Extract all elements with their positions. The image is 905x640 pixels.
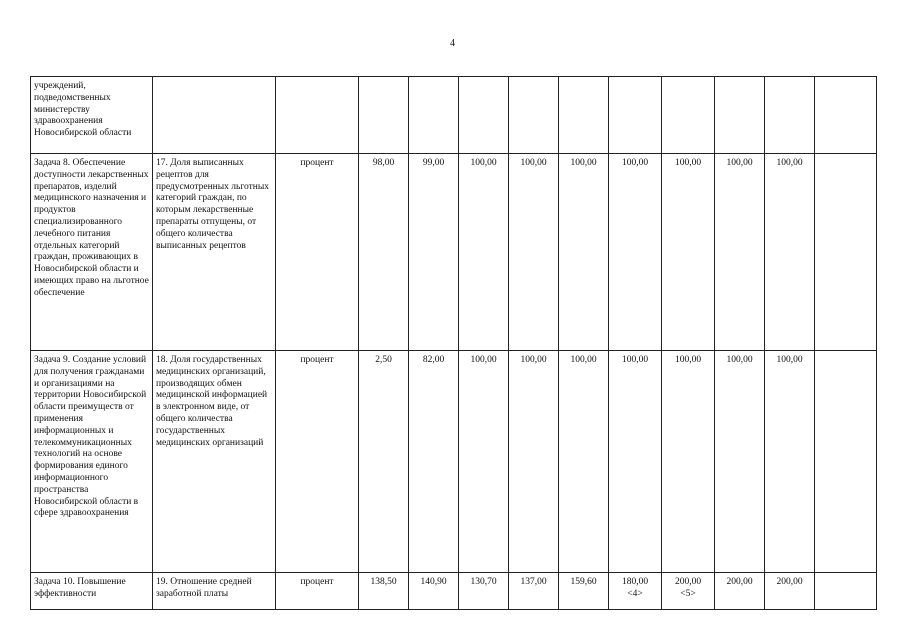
value-cell <box>662 77 715 154</box>
value-cell: 100,00 <box>509 351 559 573</box>
value-cell: 138,50 <box>359 573 409 610</box>
value-cell: 100,00 <box>459 154 509 351</box>
table-row <box>31 351 877 573</box>
indicator-cell: 17. Доля выписанных рецептов для предусмотренных льготных категорий граждан, по которым лекарственные препараты отпущены, от общего количества выписанных рецептов <box>153 154 276 351</box>
task-cell: Задача 8. Обеспечение доступности лекарственных препаратов, изделий медицинского назначения и продуктов специализированного лечебного питания отдельных категорий граждан, проживающих в Новосибирской области и имеющих право на льготное обеспечение <box>31 154 153 351</box>
task-cell: Задача 9. Создание условий для получения гражданами и организациями на территории Новосибирской области преимуществ от применения информационных и телекоммуникационных технологий на основе формирования единого информационного пространства Новосибирской области в сфере здравоохранения <box>31 351 153 573</box>
task-cell: учреждений, подведомственных министерству здравоохранения Новосибирской области <box>31 77 153 154</box>
value-cell <box>815 77 877 154</box>
value-text: 200,00 <box>674 577 702 587</box>
value-cell <box>409 77 459 154</box>
indicator-cell <box>153 77 276 154</box>
value-cell <box>459 77 509 154</box>
unit-cell: процент <box>276 573 359 610</box>
value-cell <box>359 77 409 154</box>
value-cell <box>815 154 877 351</box>
value-cell: 130,70 <box>459 573 509 610</box>
table-row <box>31 573 877 610</box>
indicator-cell: 19. Отношение средней заработной платы <box>153 573 276 610</box>
value-text: 180,00 <box>621 577 649 587</box>
value-cell: 100,00 <box>715 351 765 573</box>
value-cell: 100,00 <box>765 351 815 573</box>
value-cell <box>609 77 662 154</box>
value-cell: 159,60 <box>559 573 609 610</box>
value-cell: 100,00 <box>559 154 609 351</box>
value-cell: 2,50 <box>359 351 409 573</box>
value-cell: 200,00 <box>765 573 815 610</box>
indicators-table <box>30 76 877 610</box>
value-cell: 100,00 <box>609 154 662 351</box>
value-cell <box>765 77 815 154</box>
unit-cell: процент <box>276 154 359 351</box>
value-cell: 200,00 <box>715 573 765 610</box>
indicator-cell: 18. Доля государственных медицинских организаций, производящих обмен медицинской информацией в электронном виде, от общего количества государственных медицинских организаций <box>153 351 276 573</box>
value-cell: 99,00 <box>409 154 459 351</box>
value-cell <box>509 77 559 154</box>
value-cell: 140,90 <box>409 573 459 610</box>
unit-cell <box>276 77 359 154</box>
unit-cell: процент <box>276 351 359 573</box>
value-cell <box>715 77 765 154</box>
page-number: 4 <box>450 38 455 49</box>
table-row <box>31 77 877 154</box>
value-cell <box>609 573 662 610</box>
value-cell: 100,00 <box>662 351 715 573</box>
value-cell: 100,00 <box>609 351 662 573</box>
value-cell: 100,00 <box>509 154 559 351</box>
value-cell: 100,00 <box>715 154 765 351</box>
value-cell <box>662 573 715 610</box>
value-cell: 100,00 <box>559 351 609 573</box>
value-cell: 100,00 <box>662 154 715 351</box>
value-cell: 137,00 <box>509 573 559 610</box>
value-cell: 100,00 <box>459 351 509 573</box>
table-row <box>31 154 877 351</box>
value-cell: 82,00 <box>409 351 459 573</box>
footnote-marker: <5> <box>680 588 696 599</box>
value-cell <box>815 351 877 573</box>
footnote-marker: <4> <box>627 588 643 599</box>
value-cell <box>559 77 609 154</box>
value-cell: 98,00 <box>359 154 409 351</box>
value-cell <box>815 573 877 610</box>
value-cell: 100,00 <box>765 154 815 351</box>
task-cell: Задача 10. Повышение эффективности <box>31 573 153 610</box>
